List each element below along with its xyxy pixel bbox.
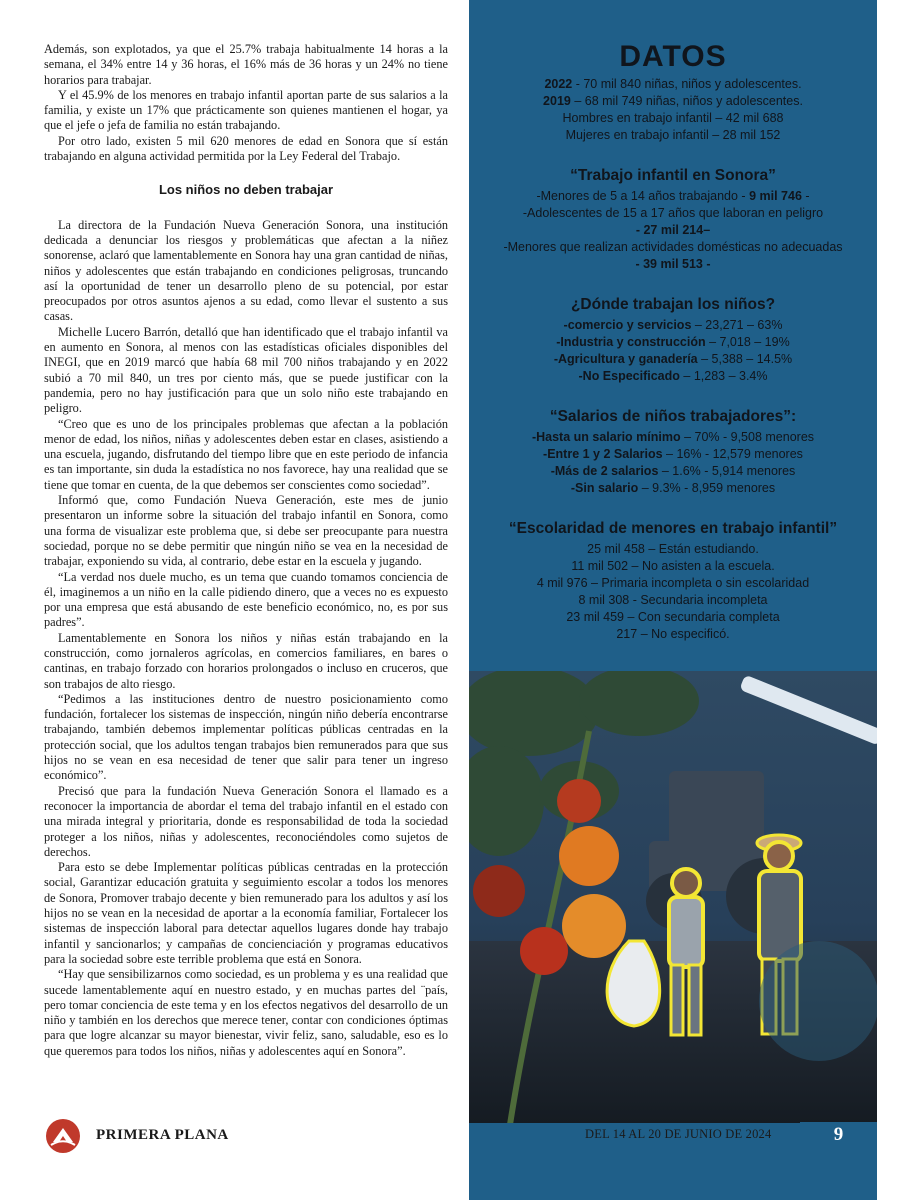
sonora-title: “Trabajo infantil en Sonora”: [570, 167, 776, 184]
donde-title: ¿Dónde trabajan los niños?: [570, 296, 776, 313]
datos-line: 4 mil 976 – Primaria incompleta o sin escolaridad: [536, 576, 810, 590]
paragraph: “La verdad nos duele mucho, es un tema que cuando tomamos conciencia de él, imaginemos a un niño en la calle pidiendo dinero, que a veces no es expuesto por una empresa que está abusando de este beneficio económico, no, es por sus padres”.: [44, 569, 448, 630]
datos-line: -Menores de 5 a 14 años trabajando - 9 mil 746 -: [536, 189, 810, 203]
article-body: [44, 42, 448, 1059]
datos-box: [469, 40, 877, 643]
datos-line: -Adolescentes de 15 a 17 años que laboran en peligro: [522, 206, 824, 220]
datos-line: 217 – No especificó.: [616, 627, 730, 641]
datos-line: 2019 – 68 mil 749 niñas, niños y adolescentes.: [543, 94, 803, 108]
paragraph: Michelle Lucero Barrón, detalló que han identificado que el trabajo infantil va en aumento en Sonora, al menos con las estadísticas oficiales disponibles del INEGI, que en 2019 marcó que había 68 mil 700 niños trabajando y en 2022 subió a 70 mil 840, un tres por ciento más, que se puede justificar con la pandemia, pero no hay justificación para que un solo niño este trabajando en peligro.: [44, 324, 448, 416]
datos-line: 2022 - 70 mil 840 niñas, niños y adolescentes.: [544, 77, 802, 91]
brand-name: PRIMERA PLANA: [96, 1127, 229, 1143]
logo-icon: [45, 1118, 81, 1154]
datos-line: - 27 mil 214–: [635, 223, 711, 237]
datos-line: -Menores que realizan actividades domésticas no adecuadas: [503, 240, 843, 254]
datos-line: -Sin salario – 9.3% - 8,959 menores: [570, 481, 776, 495]
datos-line: -Industria y construcción – 7,018 – 19%: [556, 335, 790, 349]
paragraph: Informó que, como Fundación Nueva Generación, este mes de junio presentaron un informe sobre la situación del trabajo infantil en Sonora, como una forma de visualizar este problema que, si debe ser preocupante para nuestra sociedad, porque no se debe permitir que ningún niño se vea en la necesidad de trabajar, exponiendo su vida, al contrario, debe estar en la escuela y jugando.: [44, 493, 448, 569]
collage-photo: [469, 671, 877, 1123]
collage-image: [469, 671, 877, 1123]
paragraph: La directora de la Fundación Nueva Generación Sonora, una institución dedicada a denunciar los riesgos y problemáticas que afectan a la niñez sonorense, aclaró que lamentablemente en Sonora hay una gran cantidad de niñas, niños y adolescentes que están trabajando en condiciones peligrosas, truncando así la oportunidad de tener un desarrollo pleno de su potencial, por estar preocupados por otros asuntos ajenos a su edad, como llevar el sustento a sus casas.: [44, 217, 448, 324]
paragraph: Precisó que para la fundación Nueva Generación Sonora el llamado es a reconocer la importancia de abordar el tema del trabajo infantil en el estado con una mirada integral y prioritaria, donde es responsabilidad de toda la sociedad proteger a los niños, niñas y adolescentes, reconociéndoles como sujetos de derechos.: [44, 783, 448, 859]
section-heading: Los niños no deben trabajar: [158, 182, 334, 198]
datos-line: -Entre 1 y 2 Salarios – 16% - 12,579 menores: [543, 447, 803, 461]
datos-line: 8 mil 308 - Secundaria incompleta: [578, 593, 768, 607]
paragraph: “Hay que sensibilizarnos como sociedad, es un problema y es una realidad que sucede lamentablemente aquí en nuestro estado, y en muchas partes del ¨país, pero tomar conciencia de este tema y en los efectos negativos del desarrollo de un niño y también en los derechos que merece tener, contar con condiciones óptimas para que logre alcanzar su mayor bienestar, vivir feliz, sano, saludable, eso es lo que queremos para todos los niños, niñas y adolescentes aquí en Sonora”.: [44, 967, 448, 1058]
paragraph: Y el 45.9% de los menores en trabajo infantil aportan parte de sus salarios a la familia, y existe un 17% que prácticamente son quienes mantienen el hogar, ya que el jefe o jefa de familia no están trabajando.: [44, 87, 448, 133]
datos-title: DATOS: [619, 40, 727, 73]
paragraph: “Pedimos a las instituciones dentro de nuestro posicionamiento como fundación, fortalecer los sistemas de inspección, ningún niño debería encontrarse trabajando, también debemos implementar políticas públicas centradas en la protección social, que los adultos tengan trabajos bien remunerados para que sus hijos no se vean en esa necesidad de tener que salir para tener un ingreso económico”.: [44, 691, 448, 783]
paragraph: Para esto se debe Implementar políticas públicas centradas en la protección social, Garantizar educación gratuita y seguimiento escolar a todos los menores de Sonora, Promover trabajo decente y bien remunerado para los adultos y así los hijos no se vean en la necesidad de aportar a la economía familiar, Fortalecer los sistemas de inspección laboral para detectar aquellos lugares donde hay trabajo infantil y sancionarlos; y campañas de concienciación y programas educativos para la sociedad sobre este terrible problema que está en Sonora.: [44, 860, 448, 966]
paragraph: Además, son explotados, ya que el 25.7% trabaja habitualmente 14 horas a la semana, el 34% entre 14 y 36 horas, el 16% más de 36 horas y un 24% no tiene horarios para trabajar.: [44, 42, 448, 87]
datos-line: -Hasta un salario mínimo – 70% - 9,508 menores: [531, 430, 815, 444]
datos-line: -Agricultura y ganadería – 5,388 – 14.5%: [553, 352, 793, 366]
issue-date: DEL 14 AL 20 DE JUNIO DE 2024: [585, 1127, 772, 1141]
datos-line: -Más de 2 salarios – 1.6% - 5,914 menores: [550, 464, 796, 478]
datos-line: 25 mil 458 – Están estudiando.: [587, 542, 759, 556]
datos-line: Mujeres en trabajo infantil – 28 mil 152: [565, 128, 781, 142]
paragraph: Lamentablemente en Sonora los niños y niñas están trabajando en la construcción, como jornaleros agrícolas, en comercios familiares, en bares o cantinas, en trabajo forzado con horarios prolongados o incluso en cruceros, que son trabajos de alto riesgo.: [44, 630, 448, 691]
paragraph: “Creo que es uno de los principales problemas que afectan a la población menor de edad, los niños, niñas y adolescentes deben estar en clases, asistiendo a una escuela, jugando, disfrutando del tiempo libre que en este periodo de infancia es tan importante, sin duda la estadística no nos favorece, hay una realidad que se tiene que tomar en cuenta, de la que debemos ser conscientes como sociedad”.: [44, 416, 448, 492]
datos-line: 11 mil 502 – No asisten a la escuela.: [571, 559, 775, 573]
datos-line: -comercio y servicios – 23,271 – 63%: [563, 318, 783, 332]
datos-line: - 39 mil 513 -: [635, 257, 711, 271]
datos-line: -No Especificado – 1,283 – 3.4%: [578, 369, 768, 383]
datos-line: Hombres en trabajo infantil – 42 mil 688: [562, 111, 784, 125]
datos-line: 23 mil 459 – Con secundaria completa: [566, 610, 780, 624]
paragraph: Por otro lado, existen 5 mil 620 menores de edad en Sonora que sí están trabajando en alguna actividad permitida por la Ley Federal del Trabajo.: [44, 133, 448, 164]
page-number: 9: [800, 1122, 877, 1148]
escolaridad-title: “Escolaridad de menores en trabajo infantil”: [508, 520, 838, 537]
salarios-title: “Salarios de niños trabajadores”:: [549, 408, 797, 425]
